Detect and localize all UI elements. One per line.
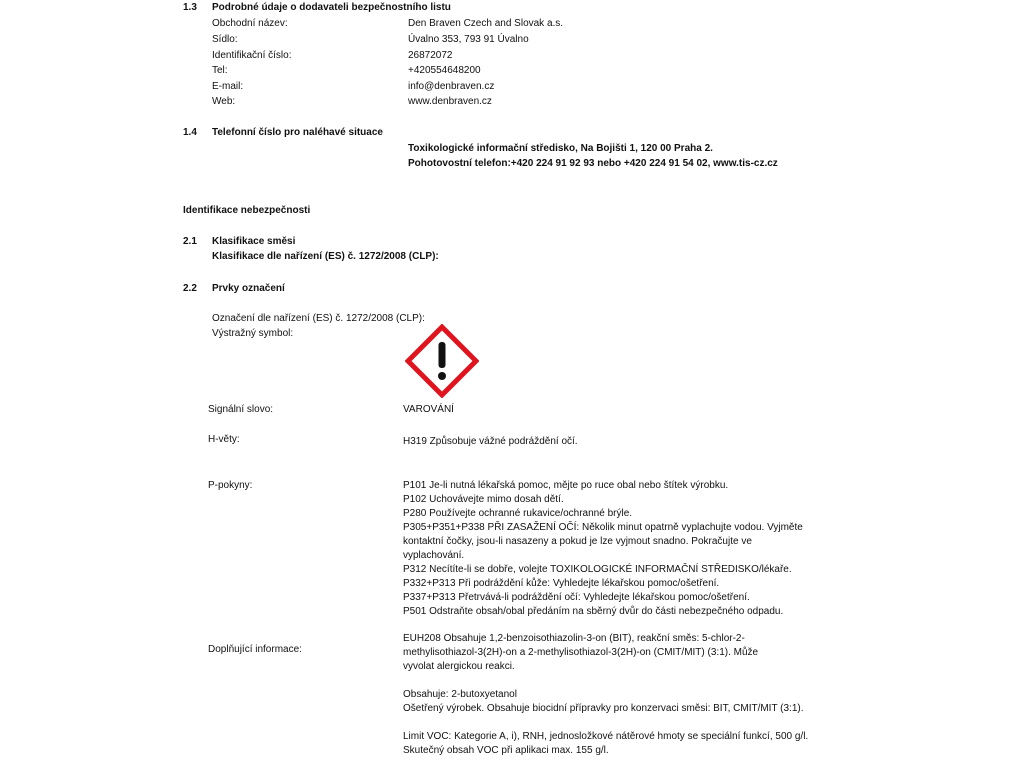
p-statement-line: P501 Odstraňte obsah/obal předáním na sběrný dvůr do části nebezpečného odpadu. bbox=[403, 606, 784, 617]
emergency-center-line: Toxikologické informační středisko, Na Bojišti 1, 120 00 Praha 2. bbox=[408, 143, 713, 154]
label-h-statements: H-věty: bbox=[208, 434, 240, 445]
label-p-statements: P-pokyny: bbox=[208, 480, 253, 491]
p-statement-line: P102 Uchovávejte mimo dosah dětí. bbox=[403, 494, 564, 505]
section-number-1-3: 1.3 bbox=[183, 2, 197, 13]
value-id-number: 26872072 bbox=[408, 50, 453, 61]
label-warning-symbol: Výstražný symbol: bbox=[212, 328, 294, 339]
label-email: E-mail: bbox=[212, 81, 244, 92]
additional-info-block bbox=[403, 632, 843, 758]
section-number-2-1: 2.1 bbox=[183, 236, 197, 247]
value-trade-name: Den Braven Czech and Slovak a.s. bbox=[408, 18, 564, 29]
ghs07-exclamation-icon bbox=[405, 324, 479, 398]
p-statement-line: kontaktní čočky, jsou-li nasazeny a pokud je lze vyjmout snadno. Pokračujte ve bbox=[403, 536, 752, 547]
p-statement-line: P305+P351+P338 PŘI ZASAŽENÍ OČÍ: Několik minut opatrně vyplachujte vodou. Vyjměte bbox=[403, 522, 803, 533]
section-2-heading: Identifikace nebezpečnosti bbox=[183, 205, 311, 216]
p-statements-list bbox=[403, 479, 843, 619]
label-additional-info: Doplňující informace: bbox=[208, 644, 302, 655]
value-phone: +420554648200 bbox=[408, 65, 481, 76]
value-h-statements: H319 Způsobuje vážné podráždění očí. bbox=[403, 436, 578, 447]
p-statement-line: P337+P313 Přetrvává-li podráždění očí: Vyhledejte lékařskou pomoc/ošetření. bbox=[403, 592, 750, 603]
p-statement-line: P280 Používejte ochranné rukavice/ochranné brýle. bbox=[403, 508, 633, 519]
additional-info-line: vyvolat alergickou reakci. bbox=[403, 661, 515, 672]
p-statement-line: P101 Je-li nutná lékařská pomoc, mějte po ruce obal nebo štítek výrobku. bbox=[403, 480, 729, 491]
classification-clp-subtitle: Klasifikace dle nařízení (ES) č. 1272/2008 (CLP): bbox=[212, 251, 439, 262]
emergency-phone-line: Pohotovostní telefon:+420 224 91 92 93 nebo +420 224 91 54 02, www.tis-cz.cz bbox=[408, 158, 778, 169]
section-number-1-4: 1.4 bbox=[183, 127, 197, 138]
label-signal-word: Signální slovo: bbox=[208, 404, 274, 415]
label-web: Web: bbox=[212, 96, 236, 107]
value-address: Úvalno 353, 793 91 Úvalno bbox=[408, 34, 529, 45]
additional-info-line: Limit VOC: Kategorie A, i), RNH, jednosložkové nátěrové hmoty se speciální funkcí, 500 g/l. bbox=[403, 731, 809, 742]
value-email[interactable]: info@denbraven.cz bbox=[408, 81, 495, 92]
labeling-clp-text: Označení dle nařízení (ES) č. 1272/2008 (CLP): bbox=[212, 313, 425, 324]
additional-info-line bbox=[403, 674, 843, 688]
label-id-number: Identifikační číslo: bbox=[212, 50, 292, 61]
p-statement-line: P312 Necítíte-li se dobře, volejte TOXIKOLOGICKÉ INFORMAČNÍ STŘEDISKO/lékaře. bbox=[403, 564, 792, 575]
additional-info-line: methylisothiazol-3(2H)-on a 2-methylisothiazol-3(2H)-on (CMIT/MIT) (3:1). Může bbox=[403, 647, 759, 658]
label-phone: Tel: bbox=[212, 65, 228, 76]
additional-info-line: Skutečný obsah VOC při aplikaci max. 155 g/l. bbox=[403, 745, 609, 756]
value-signal-word: VAROVÁNÍ bbox=[403, 404, 454, 415]
additional-info-line: Ošetřený výrobek. Obsahuje biocidní přípravky pro konzervaci směsi: BIT, CMIT/MIT (3:1). bbox=[403, 703, 804, 714]
p-statement-line: vyplachování. bbox=[403, 550, 465, 561]
section-number-2-2: 2.2 bbox=[183, 283, 197, 294]
additional-info-line: EUH208 Obsahuje 1,2-benzoisothiazolin-3-on (BIT), reakční směs: 5-chlor-2- bbox=[403, 633, 745, 644]
section-title-emergency-phone: Telefonní číslo pro naléhavé situace bbox=[212, 127, 383, 138]
p-statement-line: P332+P313 Při podráždění kůže: Vyhledejte lékařskou pomoc/ošetření. bbox=[403, 578, 720, 589]
section-title-classification: Klasifikace směsi bbox=[212, 236, 296, 247]
label-address: Sídlo: bbox=[212, 34, 238, 45]
section-title-label-elements: Prvky označení bbox=[212, 283, 285, 294]
label-trade-name: Obchodní název: bbox=[212, 18, 288, 29]
value-web[interactable]: www.denbraven.cz bbox=[408, 96, 492, 107]
additional-info-line bbox=[403, 716, 843, 730]
additional-info-line: Obsahuje: 2-butoxyetanol bbox=[403, 689, 517, 700]
section-title-supplier: Podrobné údaje o dodavateli bezpečnostního listu bbox=[212, 2, 451, 13]
